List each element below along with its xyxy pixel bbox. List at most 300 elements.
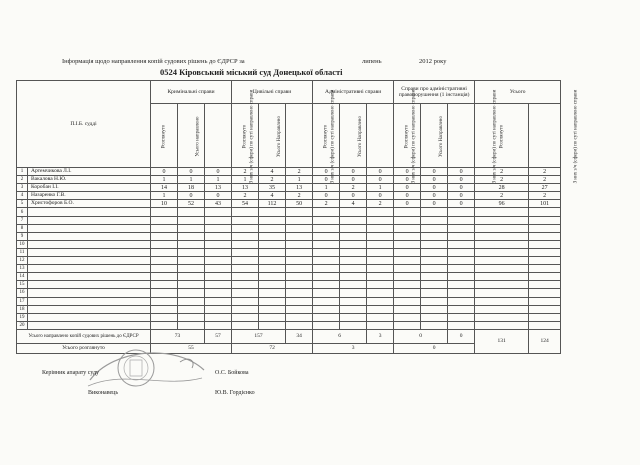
row-number: 12 [17,257,28,265]
table-cell [340,208,367,216]
table-cell [286,281,313,289]
table-cell [259,297,286,305]
table-cell [259,321,286,329]
table-cell [178,321,205,329]
table-cell [259,273,286,281]
table-cell [529,281,561,289]
table-cell [232,305,259,313]
table-cell: 27 [529,184,561,192]
table-cell [475,281,529,289]
table-cell: 0 [178,168,205,176]
table-cell [178,265,205,273]
subcol-header: Усього Направлено [259,104,286,168]
table-cell: 0 [340,168,367,176]
table-cell [286,289,313,297]
table-cell [259,313,286,321]
table-cell [178,224,205,232]
table-cell [232,289,259,297]
table-cell [313,265,340,273]
table-cell [205,224,232,232]
table-cell [313,273,340,281]
table-cell: 0 [448,200,475,208]
table-cell: 1 [313,184,340,192]
table-cell [475,297,529,305]
table-cell [205,240,232,248]
table-cell [367,216,394,224]
table-cell [232,265,259,273]
table-cell: 0 [313,192,340,200]
table-cell [205,297,232,305]
subcol-header: З них з/ч (сфери) по суті направлено справи [205,104,232,168]
table-cell: 0 [367,168,394,176]
table-cell: 2 [313,200,340,208]
table-cell [394,232,421,240]
table-cell [394,216,421,224]
table-cell [475,257,529,265]
table-row [17,313,561,321]
table-cell [475,273,529,281]
table-row [17,257,561,265]
table-cell [529,232,561,240]
table-cell [232,224,259,232]
table-cell [178,305,205,313]
table-cell [367,289,394,297]
table-cell: 0 [367,176,394,184]
table-cell [313,313,340,321]
table-cell [286,240,313,248]
table-cell [448,289,475,297]
table-cell [232,297,259,305]
court-stamp [84,340,208,396]
table-row [17,281,561,289]
table-cell [448,313,475,321]
table-cell: 4 [340,200,367,208]
table-cell [151,273,178,281]
subcol-header: Розглянуто [475,104,529,168]
group-header-total: Усього [475,81,561,104]
table-cell: 1 [205,176,232,184]
table-cell [340,265,367,273]
table-cell [151,297,178,305]
table-cell [151,305,178,313]
table-cell: 1 [286,176,313,184]
table-cell [340,289,367,297]
table-cell [394,321,421,329]
table-cell: 96 [475,200,529,208]
table-cell [151,257,178,265]
table-cell [421,240,448,248]
table-cell [367,265,394,273]
total-sent-admin-sent: 3 [367,329,394,343]
table-cell [421,281,448,289]
table-cell: 2 [259,176,286,184]
table-cell [367,208,394,216]
row-number: 17 [17,297,28,305]
table-cell [421,273,448,281]
table-cell [151,248,178,256]
judge-column-header: П.І.Б. судді [17,81,151,168]
table-cell [205,248,232,256]
judge-name [28,257,151,265]
table-cell [232,257,259,265]
table-cell: 0 [394,184,421,192]
table-row [17,200,561,208]
table-cell [367,240,394,248]
table-cell: 0 [367,192,394,200]
table-cell [475,208,529,216]
table-cell [529,305,561,313]
court-name: 0524 Кіровський міський суд Донецької області [160,67,343,77]
judge-name [28,224,151,232]
table-cell [178,216,205,224]
table-cell: 2 [475,168,529,176]
table-cell [367,321,394,329]
table-cell: 35 [259,184,286,192]
table-cell [394,208,421,216]
report-title: Інформація щодо направлення копій судових рішень до ЄДРСР за [62,58,245,65]
row-number: 7 [17,216,28,224]
table-cell [340,224,367,232]
table-cell [205,321,232,329]
table-cell: 101 [529,200,561,208]
table-row [17,273,561,281]
table-cell [448,224,475,232]
table-cell: 2 [475,176,529,184]
table-cell: 0 [421,192,448,200]
row-number: 11 [17,248,28,256]
table-cell [448,208,475,216]
table-cell [205,216,232,224]
table-cell [313,216,340,224]
head-of-staff-label: Керівник апарату суду [42,370,100,376]
group-header-criminal: Кримінальні справи [151,81,232,104]
grand-total-sent: 124 [529,329,561,353]
total-reviewed-offences: 0 [394,343,475,353]
table-cell [232,273,259,281]
group-header-administrative: Адміністративні справи [313,81,394,104]
table-cell [232,248,259,256]
table-cell [448,305,475,313]
table-cell [232,313,259,321]
table-cell [367,297,394,305]
table-cell: 0 [394,168,421,176]
judge-name: Христофоров Б.О. [28,200,151,208]
table-cell [448,321,475,329]
subcol-header: Усього Направлено [421,104,448,168]
table-cell [232,240,259,248]
table-cell [448,232,475,240]
table-cell [205,313,232,321]
row-number: 10 [17,240,28,248]
table-cell [529,240,561,248]
table-row [17,216,561,224]
table-cell [394,297,421,305]
table-cell [286,208,313,216]
table-cell [475,240,529,248]
table-cell [475,232,529,240]
table-cell [313,224,340,232]
table-cell: 43 [205,200,232,208]
table-cell [205,208,232,216]
table-row [17,265,561,273]
table-cell [340,313,367,321]
judge-name [28,321,151,329]
judge-name [28,305,151,313]
table-cell [259,224,286,232]
table-cell [448,273,475,281]
table-cell [286,297,313,305]
table-cell: 0 [178,192,205,200]
table-cell: 52 [178,200,205,208]
table-cell [286,232,313,240]
table-cell [232,208,259,216]
subcol-header: Розглянуто [313,104,340,168]
head-of-staff-name: О.С. Бойкова [215,370,249,376]
subcol-header: Розглянуто [394,104,421,168]
table-cell [340,257,367,265]
row-number: 2 [17,176,28,184]
table-cell [394,257,421,265]
table-cell: 0 [313,176,340,184]
table-cell [313,305,340,313]
table-cell [529,273,561,281]
table-cell [151,216,178,224]
table-cell [178,313,205,321]
table-cell [286,248,313,256]
table-cell [421,289,448,297]
judge-name [28,208,151,216]
table-cell [205,281,232,289]
table-cell [475,224,529,232]
row-number: 20 [17,321,28,329]
total-sent-offences-sent: 0 [448,329,475,343]
table-cell: 0 [394,192,421,200]
table-cell [313,321,340,329]
table-cell: 4 [259,168,286,176]
table-cell: 13 [232,184,259,192]
table-cell [421,224,448,232]
table-cell [367,273,394,281]
table-cell [529,313,561,321]
table-cell [475,289,529,297]
table-cell [178,281,205,289]
group-header-civil: Цивільні справи [232,81,313,104]
table-cell: 2 [529,176,561,184]
table-cell [286,224,313,232]
table-cell [529,297,561,305]
row-number: 5 [17,200,28,208]
table-cell: 2 [286,168,313,176]
table-cell [232,232,259,240]
table-cell [286,305,313,313]
subcol-header: З них з/ч (сфери) по суті направлено справи [529,104,561,168]
table-cell [232,281,259,289]
table-cell [529,216,561,224]
total-sent-label: Усього направлено копій судових рішень до ЄДРСР [17,329,151,343]
row-number: 3 [17,184,28,192]
table-cell [340,232,367,240]
table-cell [259,265,286,273]
table-cell: 1 [367,184,394,192]
row-number: 9 [17,232,28,240]
table-cell [205,305,232,313]
table-cell [529,289,561,297]
table-cell: 50 [286,200,313,208]
table-cell [421,208,448,216]
table-cell: 0 [421,184,448,192]
table-cell [151,224,178,232]
table-cell [421,313,448,321]
table-cell: 10 [151,200,178,208]
row-number: 1 [17,168,28,176]
judge-name [28,313,151,321]
row-number: 15 [17,281,28,289]
grand-total-reviewed: 131 [475,329,529,353]
table-row [17,297,561,305]
table-cell [151,265,178,273]
row-number: 16 [17,289,28,297]
table-cell [421,232,448,240]
table-cell [394,265,421,273]
table-cell [259,257,286,265]
table-cell [529,224,561,232]
judge-name: Вакалова Н.Ю. [28,176,151,184]
table-cell [367,248,394,256]
table-cell [286,273,313,281]
table-cell [475,313,529,321]
table-cell [178,248,205,256]
table-cell: 0 [394,176,421,184]
table-cell: 0 [448,184,475,192]
table-cell [448,281,475,289]
row-number: 6 [17,208,28,216]
table-cell: 2 [286,192,313,200]
table-cell [205,289,232,297]
table-cell [151,232,178,240]
table-cell: 112 [259,200,286,208]
table-cell [421,297,448,305]
judge-name [28,297,151,305]
table-cell [205,265,232,273]
total-sent-admin-reviewed: 6 [313,329,367,343]
table-cell [313,232,340,240]
table-cell [151,289,178,297]
report-year: 2012 року [419,58,447,65]
table-cell: 1 [178,176,205,184]
table-cell [394,240,421,248]
subcol-header: Розглянуто [151,104,178,168]
table-cell [313,248,340,256]
table-cell: 1 [151,176,178,184]
table-cell [421,321,448,329]
table-cell [367,281,394,289]
table-cell [367,313,394,321]
table-cell [340,297,367,305]
total-sent-offences-reviewed: 0 [394,329,448,343]
total-reviewed-admin: 3 [313,343,394,353]
total-reviewed-civil: 72 [232,343,313,353]
group-header-offences: Справи про адміністративні правопорушення (1 інстанція) [394,81,475,104]
table-cell: 0 [421,176,448,184]
table-cell [394,273,421,281]
subcol-header: З них з/ч (сфери) по суті направлено справи [367,104,394,168]
table-cell: 0 [205,192,232,200]
total-reviewed-label: Усього розглянуто [17,343,151,353]
table-cell [205,232,232,240]
judge-name: Назаренко Г.В. [28,192,151,200]
table-cell [448,216,475,224]
executor-label: Виконавець [88,390,119,396]
table-cell [394,248,421,256]
table-cell [529,248,561,256]
table-cell [286,265,313,273]
executor-name: Ю.В. Гордієнко [215,390,255,396]
table-cell [394,281,421,289]
table-cell: 0 [448,176,475,184]
table-cell [232,321,259,329]
table-row [17,240,561,248]
table-cell [313,208,340,216]
table-cell: 2 [232,192,259,200]
table-row [17,176,561,184]
table-cell [529,257,561,265]
table-cell [178,273,205,281]
table-cell [448,265,475,273]
table-cell: 13 [205,184,232,192]
table-row [17,248,561,256]
judge-name [28,281,151,289]
table-cell: 2 [232,168,259,176]
judge-name: Коробан І.І. [28,184,151,192]
judge-name [28,232,151,240]
table-cell: 0 [151,168,178,176]
table-cell [367,305,394,313]
table-cell [340,273,367,281]
total-sent-criminal-sent: 57 [205,329,232,343]
table-cell [367,257,394,265]
table-cell [313,281,340,289]
table-cell [421,216,448,224]
table-row [17,232,561,240]
table-cell [313,240,340,248]
table-cell [151,321,178,329]
row-number: 14 [17,273,28,281]
table-cell [313,289,340,297]
table-cell [178,257,205,265]
table-cell [178,289,205,297]
table-cell: 2 [475,192,529,200]
table-cell [286,257,313,265]
row-number: 13 [17,265,28,273]
table-cell [151,281,178,289]
table-cell [178,208,205,216]
table-cell: 0 [340,176,367,184]
table-cell [367,232,394,240]
table-cell [259,281,286,289]
total-sent-criminal-reviewed: 73 [151,329,205,343]
table-cell [394,305,421,313]
table-row [17,305,561,313]
table-cell [394,289,421,297]
table-cell [232,216,259,224]
table-cell [259,240,286,248]
table-cell: 0 [313,168,340,176]
table-cell [151,313,178,321]
total-sent-civil-sent: 34 [286,329,313,343]
subcol-header: З них з/ч (сфери) по суті направлено справи [286,104,313,168]
table-cell: 2 [367,200,394,208]
table-cell [259,216,286,224]
